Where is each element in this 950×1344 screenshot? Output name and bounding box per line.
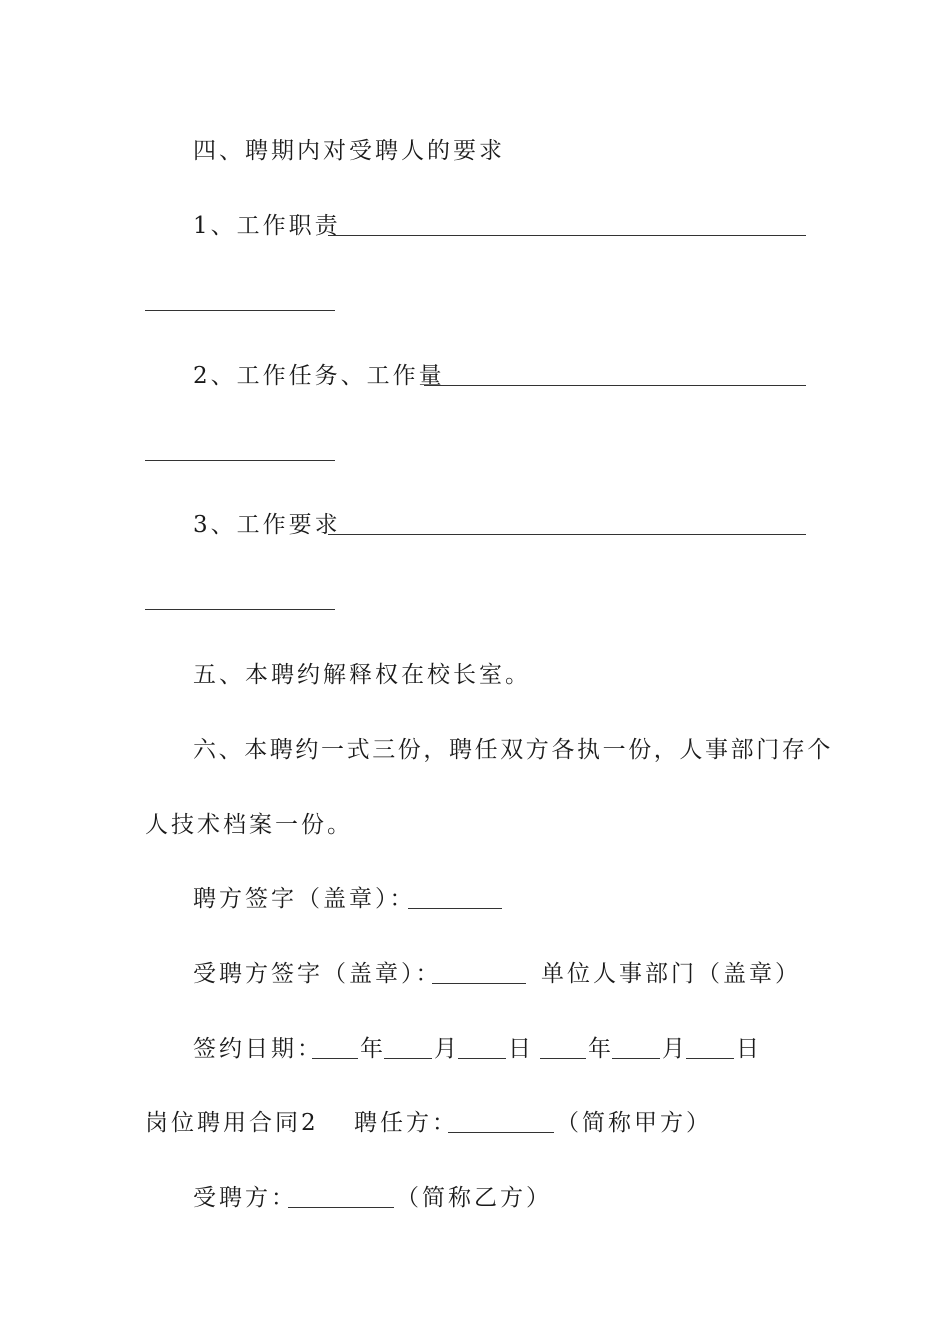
date1-day-blank[interactable] [458,1058,506,1059]
date1-year-blank[interactable] [312,1058,358,1059]
duty-blank-continued[interactable] [145,310,335,311]
section-six-line2 [145,810,353,840]
employee-sign-line [193,959,442,989]
section-six-line1 [193,735,833,765]
employer-sign-blank[interactable] [408,908,502,909]
duty-line [193,211,341,241]
section-five [193,660,531,690]
date1-month-blank[interactable] [384,1058,432,1059]
date1-day-unit [508,1034,534,1064]
task-blank-continued[interactable] [145,460,335,461]
requirement-blank[interactable] [328,534,806,535]
task-line [193,361,445,391]
section-six-text-2: 人技术档案一份。 [145,812,353,838]
task-blank[interactable] [424,385,806,386]
contract2-title-text: 岗位聘用合同2 [145,1110,319,1136]
month-text: 月 [662,1036,688,1062]
appointee-label: 受聘方： [193,1185,297,1211]
appointee-abbr-line [396,1183,552,1213]
duty-label: 1、工作职责 [193,213,341,239]
appointee-line [193,1183,297,1213]
section-five-text: 五、本聘约解释权在校长室。 [193,662,531,688]
date2-day-blank[interactable] [686,1058,734,1059]
requirement-blank-continued[interactable] [145,609,335,610]
section-four-text: 四、聘期内对受聘人的要求 [193,138,505,164]
appointer-line [354,1108,458,1138]
appointee-blank[interactable] [288,1207,394,1208]
section-four-heading [193,136,505,166]
date2-day-unit [736,1034,762,1064]
appointer-blank[interactable] [448,1132,554,1133]
appointer-abbr-line [556,1108,712,1138]
employer-sign-label: 聘方签字（盖章）： [193,886,416,912]
date1-year-unit [360,1034,386,1064]
appointee-abbr: （简称乙方） [396,1185,552,1211]
employee-sign-label: 受聘方签字（盖章）： [193,961,442,987]
appointer-label: 聘任方： [354,1110,458,1136]
day-text: 日 [736,1036,762,1062]
requirement-line [193,510,341,540]
unit-hr-label: 单位人事部门（盖章） [541,961,801,987]
month-text: 月 [434,1036,460,1062]
unit-hr-line [541,959,801,989]
date1-month-unit [434,1034,460,1064]
employee-sign-blank[interactable] [432,983,526,984]
day-text: 日 [508,1036,534,1062]
date2-year-blank[interactable] [540,1058,586,1059]
date2-year-unit [588,1034,614,1064]
year-text: 年 [588,1036,614,1062]
duty-blank[interactable] [328,235,806,236]
section-six-text-1: 六、本聘约一式三份，聘任双方各执一份，人事部门存个 [193,737,833,763]
task-label: 2、工作任务、工作量 [193,363,445,389]
date2-month-blank[interactable] [612,1058,660,1059]
year-text: 年 [360,1036,386,1062]
sign-date-label: 签约日期： [193,1036,323,1062]
sign-date-label-line [193,1034,323,1064]
requirement-label: 3、工作要求 [193,512,341,538]
appointer-abbr: （简称甲方） [556,1110,712,1136]
date2-month-unit [662,1034,688,1064]
contract2-title [145,1108,319,1138]
employer-sign-line [193,884,416,914]
